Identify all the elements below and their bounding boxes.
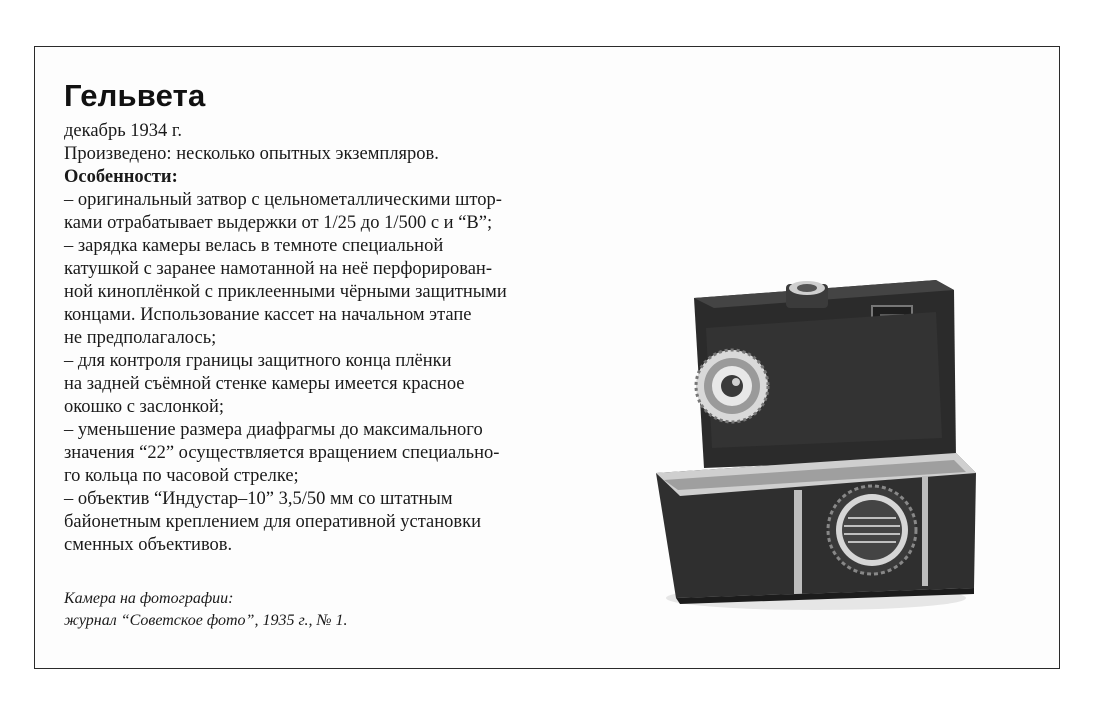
feature-line: сменных объективов. [64,535,233,555]
feature-line: – зарядка камеры велась в темноте специальной [64,236,444,256]
caption-label: Камера на фотографии: [64,590,234,607]
feature-line: значения “22” осуществляется вращением специально- [64,443,500,463]
camera-photo-icon [636,268,996,618]
feature-line: концами. Использование кассет на начальном этапе [64,305,472,325]
feature-line: ной киноплёнкой с приклеенными чёрными защитными [64,282,507,302]
features-list [64,189,624,557]
feature-line: – уменьшение размера диафрагмы до максимального [64,420,483,440]
date-line: декабрь 1934 г. [64,121,183,141]
feature-line: го кольца по часовой стрелке; [64,466,299,486]
caption-source: журнал “Советское фото”, 1935 г., № 1. [64,612,348,629]
produced-line: Произведено: несколько опытных экземпляров. [64,144,439,164]
feature-line: байонетным креплением для оперативной установки [64,512,482,532]
article-text [64,78,624,557]
feature-line: ками отрабатывает выдержки от 1/25 до 1/500 с и “B”; [64,213,493,233]
camera-photo [636,268,996,618]
feature-line: – оригинальный затвор с цельнометаллическими штор- [64,190,502,210]
feature-line: катушкой с заранее намотанной на неё перфорирован- [64,259,492,279]
features-heading: Особенности: [64,167,178,187]
feature-line: не предполагалось; [64,328,217,348]
page-title: Гельвета [64,78,206,113]
feature-line: – для контроля границы защитного конца плёнки [64,351,452,371]
feature-line: на задней съёмной стенке камеры имеется красное [64,374,465,394]
feature-line: окошко с заслонкой; [64,397,225,417]
photo-caption [64,588,624,632]
feature-line: – объектив “Индустар–10” 3,5/50 мм со штатным [64,489,453,509]
